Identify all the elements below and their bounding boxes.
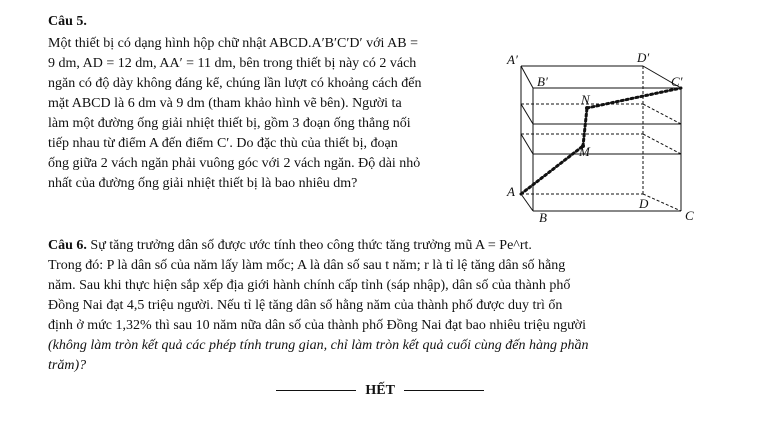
edge-ab [521, 194, 533, 211]
question-6-title: Câu 6. [48, 238, 87, 253]
label-n: N [581, 92, 590, 107]
label-m: M [579, 144, 590, 159]
q5-line: nhất của đường ống giải nhiệt thiết bị là bao nhiêu dm? [48, 176, 358, 191]
q5-line: ống giữa 2 vách ngăn phải vuông góc với 2 vách ngăn. Độ dài nhỏ [48, 156, 421, 171]
question-5-text [48, 34, 498, 194]
q5-line: mặt ABCD là 6 dm và 9 dm (tham khảo hình vẽ bên). Người ta [48, 96, 402, 111]
box-figure [503, 46, 703, 224]
edge-a1b1 [521, 66, 533, 88]
q6-line: định ở mức 1,32% thì sau 10 năm nữa dân số của thành phố Đồng Nai đạt bao nhiêu triệu người [48, 318, 586, 333]
pipe-segment-am [521, 146, 583, 194]
pipe-segment-mn [583, 108, 587, 146]
end-marker [0, 383, 760, 399]
question-5-title: Câu 5. [48, 14, 87, 29]
q5-line: ngăn có độ dày không đáng kể, chúng lần lượt có khoảng cách đến [48, 76, 422, 91]
label-b: B [539, 210, 547, 224]
left-rule [276, 390, 356, 391]
q6-line: trăm)? [48, 358, 87, 373]
question-6-text [48, 236, 748, 376]
q6-line: năm. Sau khi thực hiện sắp xếp địa giới hành chính cấp tỉnh (sáp nhập), dân số của thành phố [48, 278, 571, 293]
end-text: HẾT [365, 383, 395, 398]
edge-dc [643, 194, 681, 211]
partition-lower-right [643, 134, 681, 154]
right-rule [404, 390, 484, 391]
label-b-prime: B′ [537, 74, 548, 89]
q6-first-line [48, 236, 748, 256]
q6-line: Trong đó: P là dân số của năm lấy làm mốc; A là dân số sau t năm; r là tỉ lệ tăng dân số hằng [48, 258, 566, 273]
label-a-prime: A′ [507, 52, 518, 67]
partition-upper-left [521, 104, 533, 124]
partition-upper-right [643, 104, 681, 124]
label-d: D [639, 196, 649, 211]
label-d-prime: D′ [637, 50, 650, 65]
q5-line: 9 dm, AD = 12 dm, AA′ = 11 dm, bên trong thiết bị này có 2 vách [48, 56, 417, 71]
label-a: A [507, 184, 515, 199]
label-c-prime: C′ [671, 74, 683, 89]
q6-line: (không làm tròn kết quả các phép tính trung gian, chỉ làm tròn kết quả cuối cùng đến hàng phần [48, 338, 589, 353]
pipe-segment-nc1 [587, 88, 681, 108]
label-c: C [685, 208, 694, 223]
q5-line: tiếp nhau từ điểm A đến điểm C′. Do đặc thù của thiết bị, đoạn [48, 136, 398, 151]
partition-lower-left [521, 134, 533, 154]
q5-line: Một thiết bị có dạng hình hộp chữ nhật ABCD.A′B′C′D′ với AB = [48, 36, 418, 51]
q6-line: Sự tăng trưởng dân số được ước tính theo công thức tăng trưởng mũ A = Pe^rt. [90, 238, 532, 253]
q5-line: làm một đường ống giải nhiệt thiết bị, gồm 3 đoạn ống thẳng nối [48, 116, 411, 131]
q6-line: Đồng Nai đạt 4,5 triệu người. Nếu tỉ lệ tăng dân số hằng năm của thành phố được duy trì ổn [48, 298, 563, 313]
